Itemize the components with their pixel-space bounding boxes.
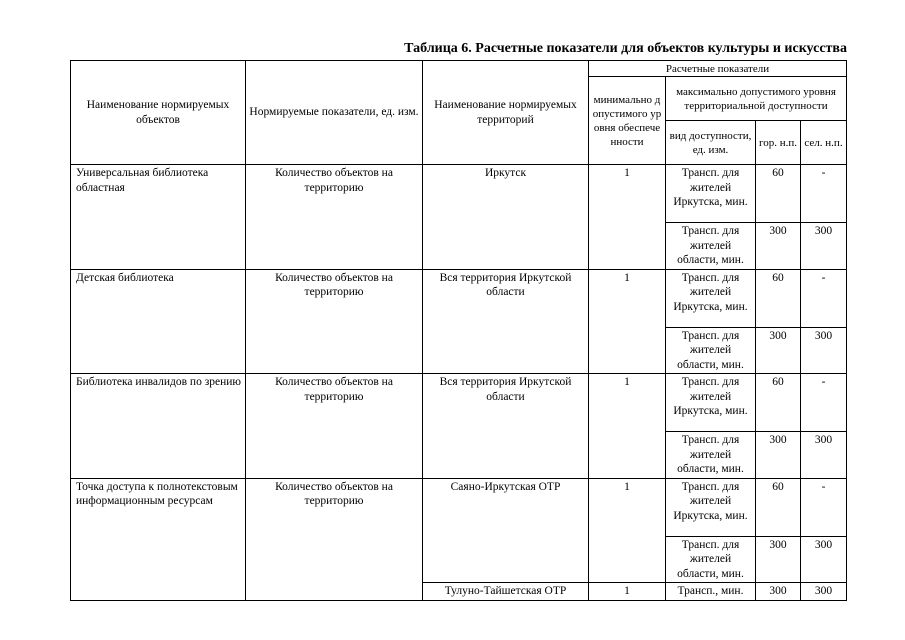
culture-facilities-table bbox=[70, 60, 847, 601]
access-type: Трансп. для жителей Иркутска, мин. bbox=[666, 478, 756, 536]
rural-value: - bbox=[801, 165, 847, 223]
min-level: 1 bbox=[589, 374, 666, 479]
header-city: гор. н.п. bbox=[756, 121, 801, 165]
territory: Саяно-Иркутская ОТР bbox=[423, 478, 589, 583]
indicator: Количество объектов на территорию bbox=[246, 269, 423, 374]
header-territories: Наименование нормируемых территорий bbox=[423, 61, 589, 165]
header-rural: сел. н.п. bbox=[801, 121, 847, 165]
object-name: Точка доступа к полнотекстовым информационным ресурсам bbox=[71, 478, 246, 600]
min-level: 1 bbox=[589, 165, 666, 270]
header-max-access-group: максимально допустимого уровня территориальной доступности bbox=[666, 77, 847, 121]
header-min-level: минимально допустимого уровня обеспеченности bbox=[589, 77, 666, 165]
table-body bbox=[71, 165, 847, 601]
indicator: Количество объектов на территорию bbox=[246, 165, 423, 270]
indicator: Количество объектов на территорию bbox=[246, 478, 423, 600]
table-caption: Таблица 6. Расчетные показатели для объектов культуры и искусства bbox=[404, 41, 847, 56]
city-value: 300 bbox=[756, 327, 801, 374]
header-objects: Наименование нормируемых объектов bbox=[71, 61, 246, 165]
object-name: Универсальная библиотека областная bbox=[71, 165, 246, 270]
territory: Вся территория Иркутской области bbox=[423, 374, 589, 479]
city-value: 300 bbox=[756, 536, 801, 583]
access-type: Трансп. для жителей области, мин. bbox=[666, 223, 756, 270]
table-row bbox=[71, 269, 847, 327]
header-access-type: вид доступности, ед. изм. bbox=[666, 121, 756, 165]
city-value: 60 bbox=[756, 374, 801, 432]
table-row bbox=[71, 165, 847, 223]
city-value: 300 bbox=[756, 223, 801, 270]
access-type: Трансп. для жителей области, мин. bbox=[666, 327, 756, 374]
rural-value: 300 bbox=[801, 327, 847, 374]
city-value: 300 bbox=[756, 583, 801, 601]
city-value: 300 bbox=[756, 432, 801, 479]
rural-value: 300 bbox=[801, 223, 847, 270]
table-row bbox=[71, 478, 847, 536]
indicator: Количество объектов на территорию bbox=[246, 374, 423, 479]
access-type: Трансп. для жителей области, мин. bbox=[666, 536, 756, 583]
territory: Вся территория Иркутской области bbox=[423, 269, 589, 374]
rural-value: - bbox=[801, 374, 847, 432]
object-name: Библиотека инвалидов по зрению bbox=[71, 374, 246, 479]
access-type: Трансп. для жителей Иркутска, мин. bbox=[666, 165, 756, 223]
rural-value: - bbox=[801, 478, 847, 536]
table-row bbox=[71, 374, 847, 432]
city-value: 60 bbox=[756, 269, 801, 327]
rural-value: 300 bbox=[801, 432, 847, 479]
header-calc-group: Расчетные показатели bbox=[589, 61, 847, 77]
rural-value: - bbox=[801, 269, 847, 327]
territory: Тулуно-Тайшетская ОТР bbox=[423, 583, 589, 601]
rural-value: 300 bbox=[801, 583, 847, 601]
rural-value: 300 bbox=[801, 536, 847, 583]
access-type: Трансп. для жителей Иркутска, мин. bbox=[666, 269, 756, 327]
min-level: 1 bbox=[589, 478, 666, 583]
min-level: 1 bbox=[589, 269, 666, 374]
city-value: 60 bbox=[756, 478, 801, 536]
territory: Иркутск bbox=[423, 165, 589, 270]
access-type: Трансп. для жителей Иркутска, мин. bbox=[666, 374, 756, 432]
access-type: Трансп., мин. bbox=[666, 583, 756, 601]
header-indicators: Нормируемые показатели, ед. изм. bbox=[246, 61, 423, 165]
city-value: 60 bbox=[756, 165, 801, 223]
min-level: 1 bbox=[589, 583, 666, 601]
object-name: Детская библиотека bbox=[71, 269, 246, 374]
access-type: Трансп. для жителей области, мин. bbox=[666, 432, 756, 479]
